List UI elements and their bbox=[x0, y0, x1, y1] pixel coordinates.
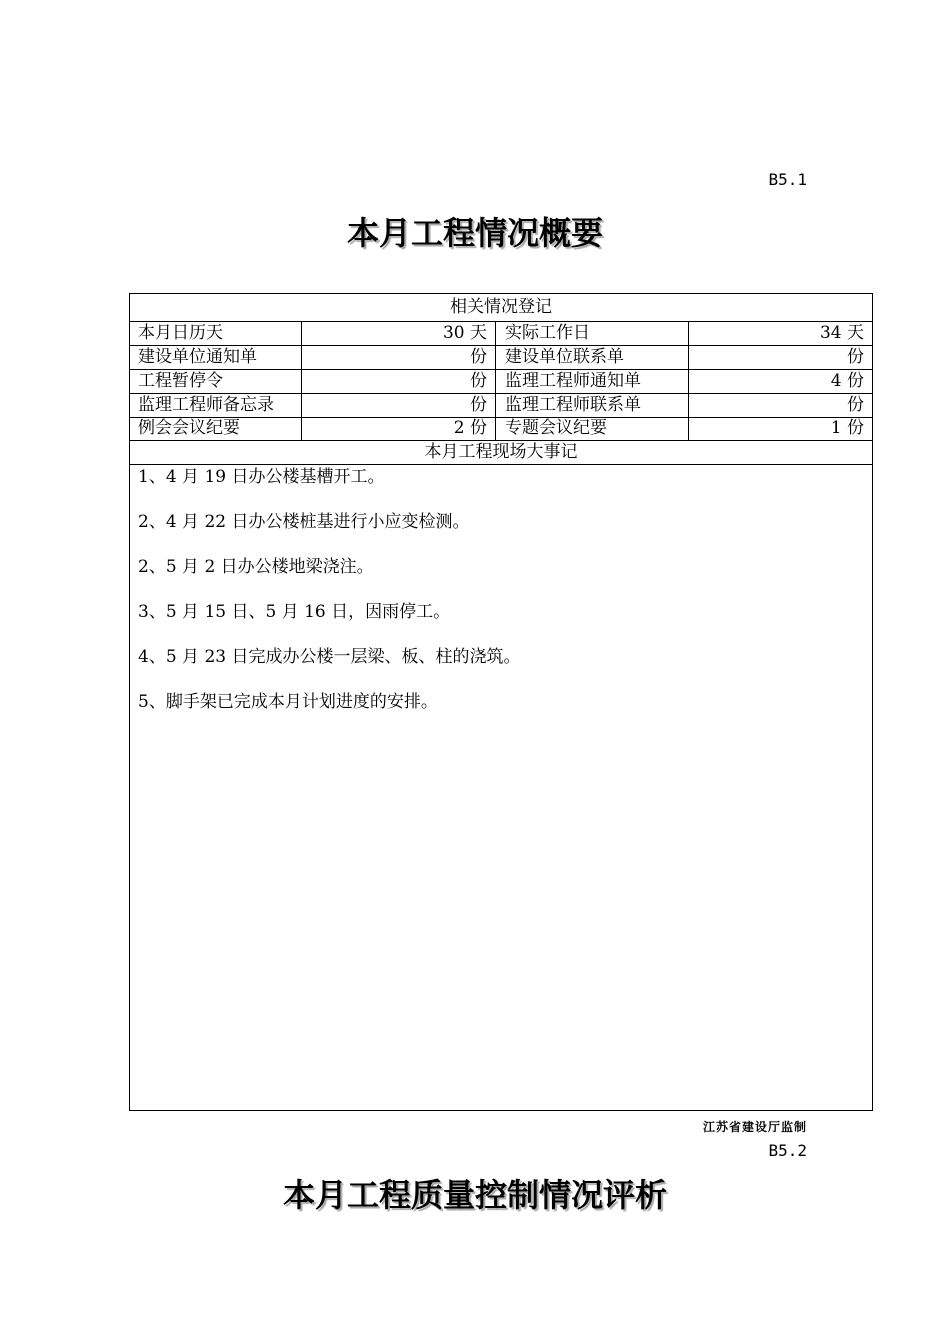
list-item: 3、5 月 15 日、5 月 16 日，因雨停工。 bbox=[138, 602, 451, 622]
row-value: 30 天 bbox=[442, 323, 487, 343]
row-value: 4 份 bbox=[830, 371, 864, 391]
row-value: 份 bbox=[470, 371, 487, 391]
row-value: 份 bbox=[470, 347, 487, 367]
row-label: 监理工程师联系单 bbox=[505, 395, 641, 415]
column-rule bbox=[495, 321, 496, 440]
row-value: 份 bbox=[847, 347, 864, 367]
row-value: 1 份 bbox=[830, 418, 864, 438]
row-value: 份 bbox=[470, 395, 487, 415]
list-item: 2、4 月 22 日办公楼桩基进行小应变检测。 bbox=[138, 512, 470, 532]
row-label: 本月日历天 bbox=[138, 323, 223, 343]
section-header-registration: 相关情况登记 bbox=[450, 297, 552, 317]
row-label: 监理工程师备忘录 bbox=[138, 395, 274, 415]
list-item: 5、脚手架已完成本月计划进度的安排。 bbox=[138, 692, 438, 712]
list-item: 2、5 月 2 日办公楼地梁浇注。 bbox=[138, 557, 374, 577]
row-label: 实际工作日 bbox=[505, 323, 590, 343]
section-header-events: 本月工程现场大事记 bbox=[424, 442, 578, 462]
summary-form bbox=[129, 293, 873, 1111]
supervising-authority: 江苏省建设厅监制 bbox=[702, 1120, 807, 1134]
row-label: 建设单位联系单 bbox=[505, 347, 624, 367]
row-label: 例会会议纪要 bbox=[138, 418, 240, 438]
row-value: 份 bbox=[847, 395, 864, 415]
row-value: 34 天 bbox=[819, 323, 864, 343]
row-label: 专题会议纪要 bbox=[505, 418, 607, 438]
row-label: 工程暂停令 bbox=[138, 371, 223, 391]
row-label: 监理工程师通知单 bbox=[505, 371, 641, 391]
form-code: B5.2 bbox=[768, 1141, 807, 1160]
row-label: 建设单位通知单 bbox=[138, 347, 257, 367]
list-item: 4、5 月 23 日完成办公楼一层梁、板、柱的浇筑。 bbox=[138, 647, 521, 667]
events-list bbox=[138, 464, 520, 734]
page-title: 本月工程质量控制情况评析 bbox=[282, 1176, 667, 1214]
list-item: 1、4 月 19 日办公楼基槽开工。 bbox=[138, 467, 385, 487]
row-value: 2 份 bbox=[453, 418, 487, 438]
page-title: 本月工程情况概要 bbox=[346, 214, 603, 252]
form-code: B5.1 bbox=[768, 170, 807, 189]
